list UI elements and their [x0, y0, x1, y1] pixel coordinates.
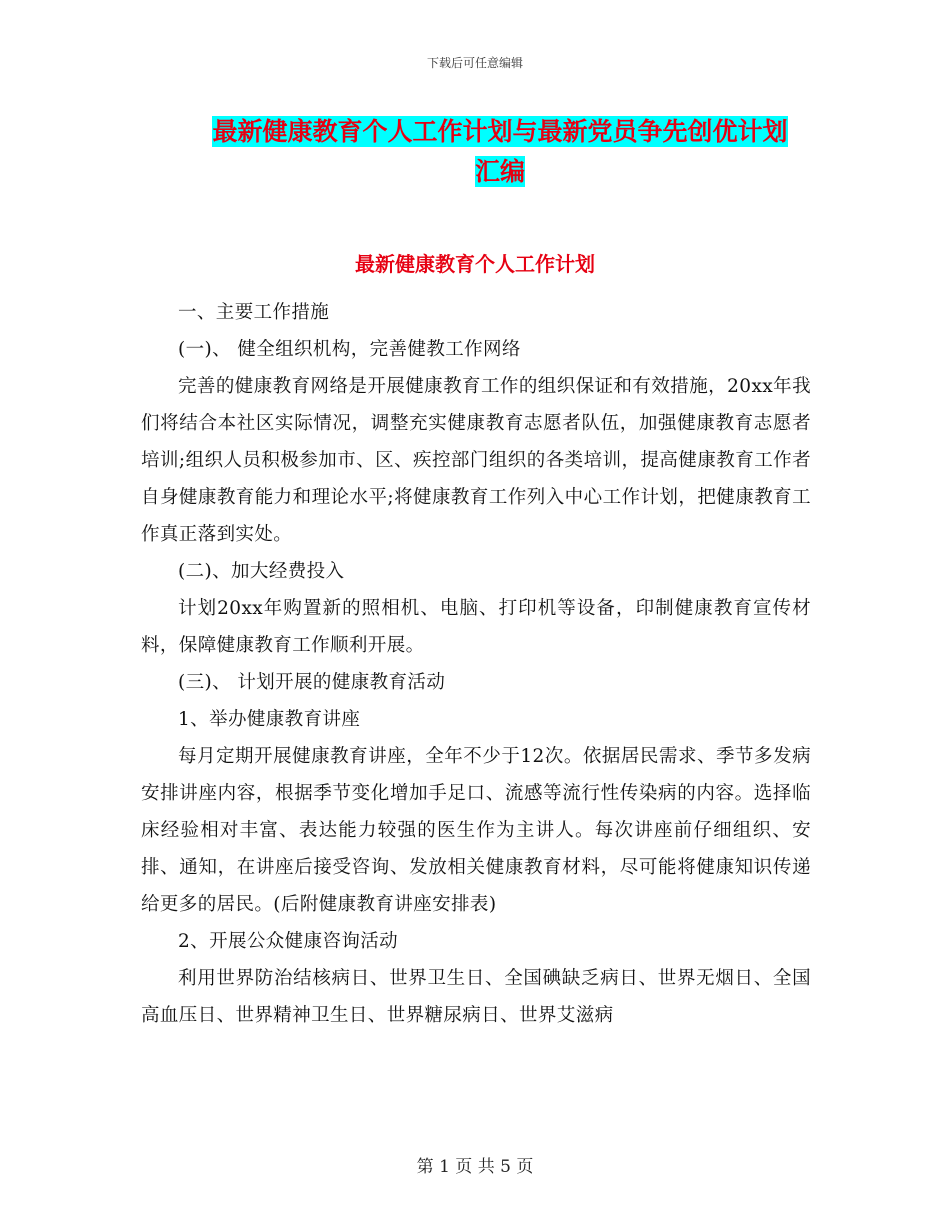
item-lectures: 1、举办健康教育讲座	[178, 709, 361, 730]
heading-main-measures: 一、主要工作措施	[178, 302, 330, 323]
subheading-organization: (一)、 健全组织机构，完善健教工作网络	[178, 339, 521, 360]
paragraph-lectures: 每月定期开展健康教育讲座，全年不少于12次。依据居民需求、季节多发病安排讲座内容，根据季节变化增加手足口、流感等流行性传染病的内容。选择临床经验相对丰富、表达能力较强的医生作为主讲人。每次讲座前仔细组织、安排、通知，在讲座后接受咨询、发放相关健康教育材料，尽可能将健康知识传递给更多的居民。(后附健康教育讲座安排表)	[141, 746, 811, 915]
document-title-line-2: 汇编	[474, 157, 525, 186]
subheading-activities: (三)、 计划开展的健康教育活动	[178, 672, 446, 693]
subheading-funding: (二)、加大经费投入	[178, 561, 345, 582]
page-number-footer: 第 1 页 共 5 页	[416, 1157, 534, 1177]
paragraph-funding: 计划20xx年购置新的照相机、电脑、打印机等设备，印制健康教育宣传材料，保障健康教育工作顺利开展。	[141, 598, 811, 656]
paragraph-consultation: 利用世界防治结核病日、世界卫生日、全国碘缺乏病日、世界无烟日、全国高血压日、世界精神卫生日、世界糖尿病日、世界艾滋病	[141, 968, 811, 1026]
section-title: 最新健康教育个人工作计划	[355, 252, 595, 276]
item-consultation: 2、开展公众健康咨询活动	[178, 931, 399, 952]
document-title	[190, 112, 810, 192]
document-body	[141, 294, 811, 1034]
paragraph-network: 完善的健康教育网络是开展健康教育工作的组织保证和有效措施，20xx年我们将结合本社区实际情况，调整充实健康教育志愿者队伍，加强健康教育志愿者培训;组织人员积极参加市、区、疾控部门组织的各类培训，提高健康教育工作者自身健康教育能力和理论水平;将健康教育工作列入中心工作计划，把健康教育工作真正落到实处。	[141, 376, 811, 545]
document-title-line-1: 最新健康教育个人工作计划与最新党员争先创优计划	[212, 117, 788, 146]
page-header-note: 下载后可任意编辑	[426, 56, 523, 70]
